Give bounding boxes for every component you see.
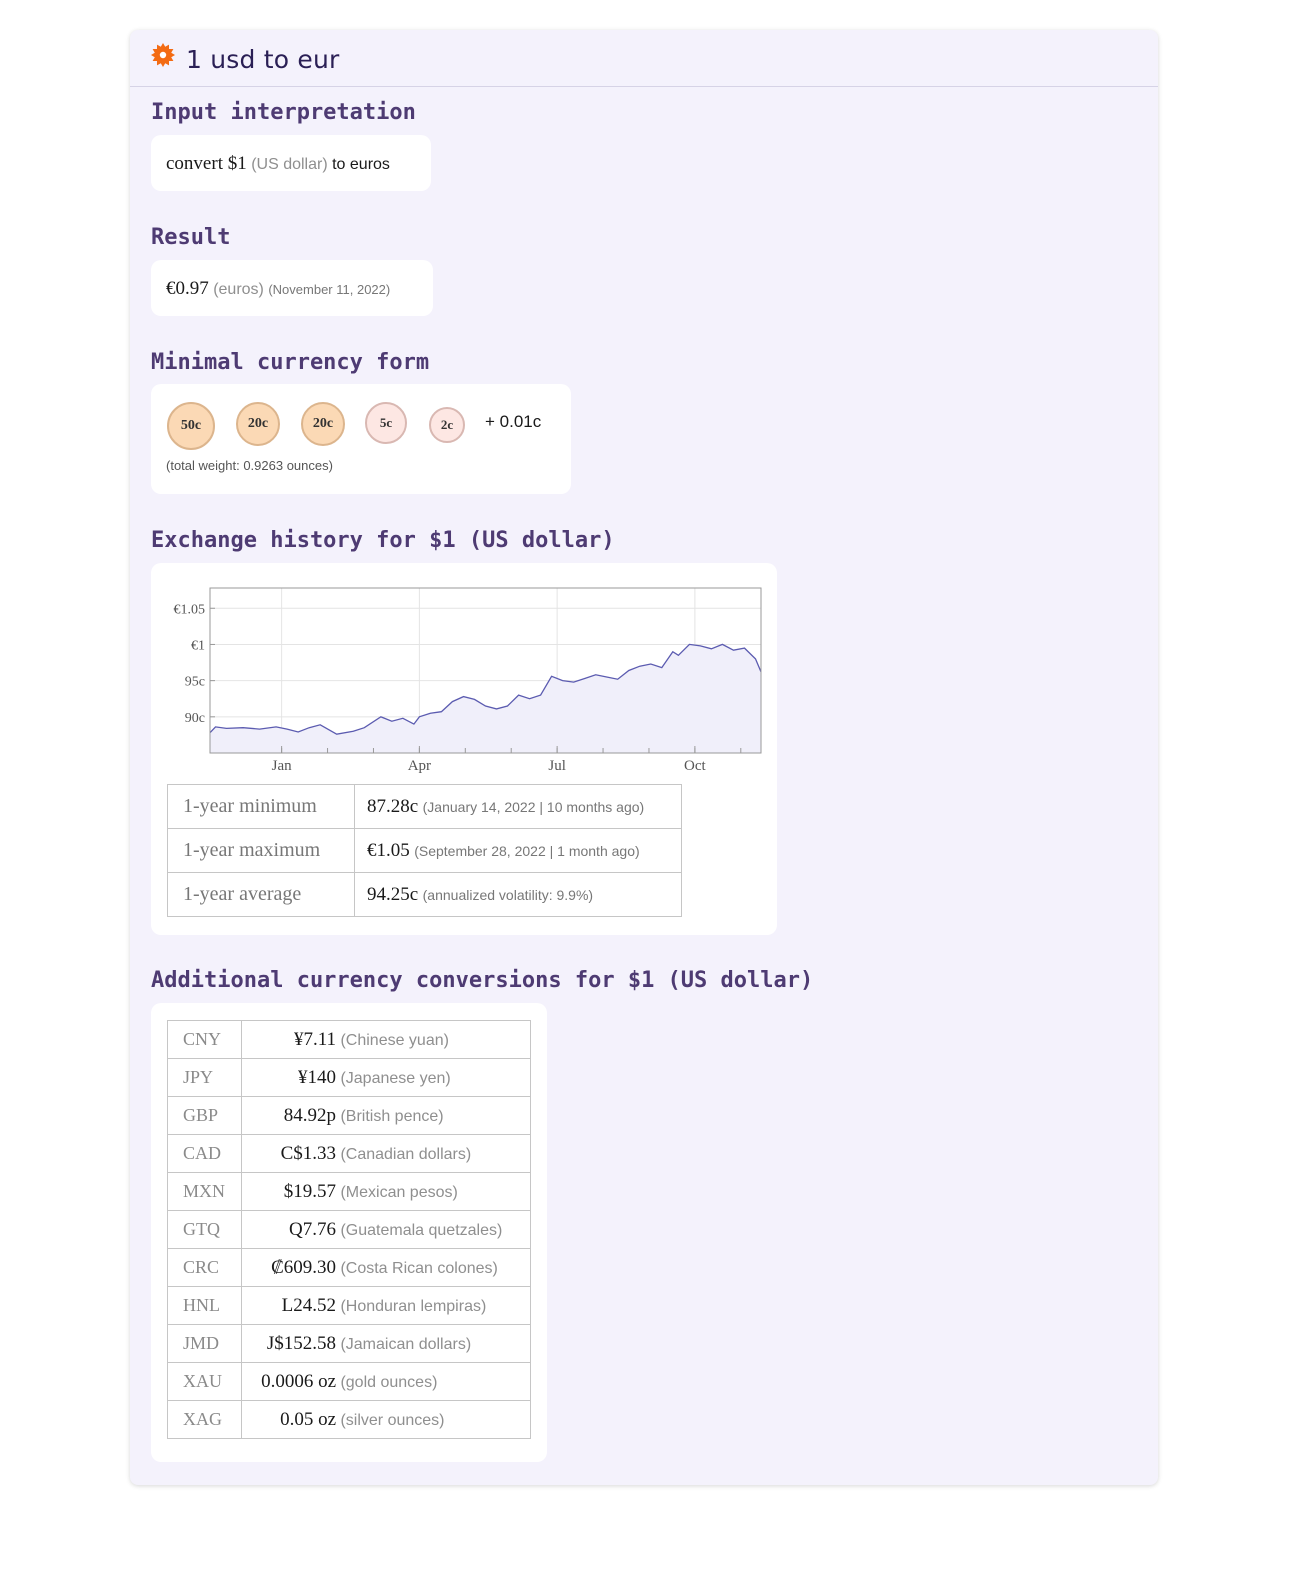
query-bar	[130, 30, 1158, 87]
query-text[interactable]: 1 usd to eur	[186, 45, 340, 74]
currency-name: (silver ounces)	[340, 1411, 445, 1429]
coin-2c: 2c	[429, 407, 465, 443]
table-row	[168, 1249, 531, 1287]
currency-value: C$1.33	[280, 1142, 336, 1164]
history-stats-table	[167, 784, 682, 917]
currency-name: (Chinese yuan)	[340, 1031, 449, 1049]
currency-code: GTQ	[168, 1211, 242, 1249]
currency-name: (gold ounces)	[340, 1373, 438, 1391]
additional-conversions-title: Additional currency conversions for $1 (US dollar)	[151, 968, 814, 993]
result-date: (November 11, 2022)	[268, 282, 391, 297]
table-row	[168, 1097, 531, 1135]
currency-code: XAG	[168, 1401, 242, 1439]
input-unit: (US dollar)	[251, 156, 328, 173]
currency-name: (Japanese yen)	[340, 1069, 451, 1087]
currency-value: L24.52	[281, 1294, 336, 1316]
stat-note: (annualized volatility: 9.9%)	[422, 886, 594, 903]
stat-value: €1.05	[367, 839, 410, 861]
currency-value: ¥140	[298, 1066, 336, 1088]
total-weight: (total weight: 0.9263 ounces)	[166, 458, 333, 473]
stat-label: 1-year minimum	[168, 785, 355, 829]
stat-value: 87.28c	[367, 795, 419, 817]
input-target: to euros	[332, 156, 390, 173]
table-row	[168, 1363, 531, 1401]
currency-code: GBP	[168, 1097, 242, 1135]
currency-name: (Jamaican dollars)	[340, 1335, 472, 1353]
table-row	[168, 829, 682, 873]
additional-conversions-box	[151, 1003, 547, 1462]
currency-name: (Guatemala quetzales)	[340, 1221, 503, 1239]
result-title: Result	[151, 225, 231, 250]
currency-value: 0.0006 oz	[261, 1370, 336, 1392]
table-row	[168, 1135, 531, 1173]
currency-name: (Honduran lempiras)	[340, 1297, 487, 1315]
coin-remainder: + 0.01c	[485, 412, 542, 431]
currency-name: (Canadian dollars)	[340, 1145, 472, 1163]
currency-code: CAD	[168, 1135, 242, 1173]
x-tick-label: Apr	[407, 758, 432, 774]
currency-value: 0.05 oz	[280, 1408, 336, 1430]
coin-20c-second: 20c	[301, 402, 345, 446]
currency-name: (Mexican pesos)	[340, 1183, 458, 1201]
y-tick-label: 90c	[184, 710, 205, 726]
result-card	[130, 30, 1158, 1485]
stat-value: 94.25c	[367, 883, 419, 905]
stat-note: (September 28, 2022 | 1 month ago)	[414, 842, 640, 859]
currency-value: ¥7.11	[293, 1028, 336, 1050]
coin-50c: 50c	[167, 402, 215, 450]
x-tick-label: Oct	[684, 758, 706, 774]
table-row	[168, 873, 682, 917]
exchange-history-chart	[151, 563, 777, 778]
table-row	[168, 1173, 531, 1211]
table-row	[168, 1401, 531, 1439]
result-box	[151, 260, 433, 316]
currency-code: CRC	[168, 1249, 242, 1287]
currency-code: JMD	[168, 1325, 242, 1363]
input-convert: convert $1	[166, 153, 247, 174]
table-row	[168, 785, 682, 829]
table-row	[168, 1021, 531, 1059]
stat-label: 1-year maximum	[168, 829, 355, 873]
input-interpretation-box	[151, 135, 431, 191]
currency-code: CNY	[168, 1021, 242, 1059]
wolfram-star-icon	[150, 42, 176, 68]
currency-name: (British pence)	[340, 1107, 444, 1125]
conversions-table	[167, 1020, 531, 1439]
currency-value: $19.57	[283, 1180, 336, 1202]
currency-code: XAU	[168, 1363, 242, 1401]
minimal-currency-title: Minimal currency form	[151, 350, 430, 375]
currency-code: JPY	[168, 1059, 242, 1097]
exchange-history-box	[151, 563, 777, 935]
x-tick-label: Jul	[548, 758, 566, 774]
currency-value: Q7.76	[289, 1218, 336, 1240]
currency-code: MXN	[168, 1173, 242, 1211]
minimal-currency-box	[151, 384, 571, 494]
table-row	[168, 1325, 531, 1363]
y-tick-label: 95c	[184, 674, 205, 690]
x-tick-label: Jan	[271, 758, 292, 774]
currency-code: HNL	[168, 1287, 242, 1325]
currency-name: (Costa Rican colones)	[340, 1259, 498, 1277]
input-interpretation-title: Input interpretation	[151, 100, 416, 125]
table-row	[168, 1211, 531, 1249]
y-tick-label: €1	[191, 638, 205, 654]
stat-label: 1-year average	[168, 873, 355, 917]
series-area	[210, 644, 761, 753]
table-row	[168, 1287, 531, 1325]
exchange-history-title: Exchange history for $1 (US dollar)	[151, 528, 615, 553]
coin-5c: 5c	[365, 402, 407, 444]
currency-value: ₡609.30	[271, 1256, 336, 1278]
stat-note: (January 14, 2022 | 10 months ago)	[422, 798, 645, 815]
currency-value: J$152.58	[266, 1332, 336, 1354]
y-tick-label: €1.05	[173, 602, 205, 618]
result-value: €0.97	[166, 278, 209, 299]
result-unit: (euros)	[213, 281, 264, 298]
currency-value: 84.92p	[283, 1104, 336, 1126]
coin-20c: 20c	[236, 402, 280, 446]
table-row	[168, 1059, 531, 1097]
